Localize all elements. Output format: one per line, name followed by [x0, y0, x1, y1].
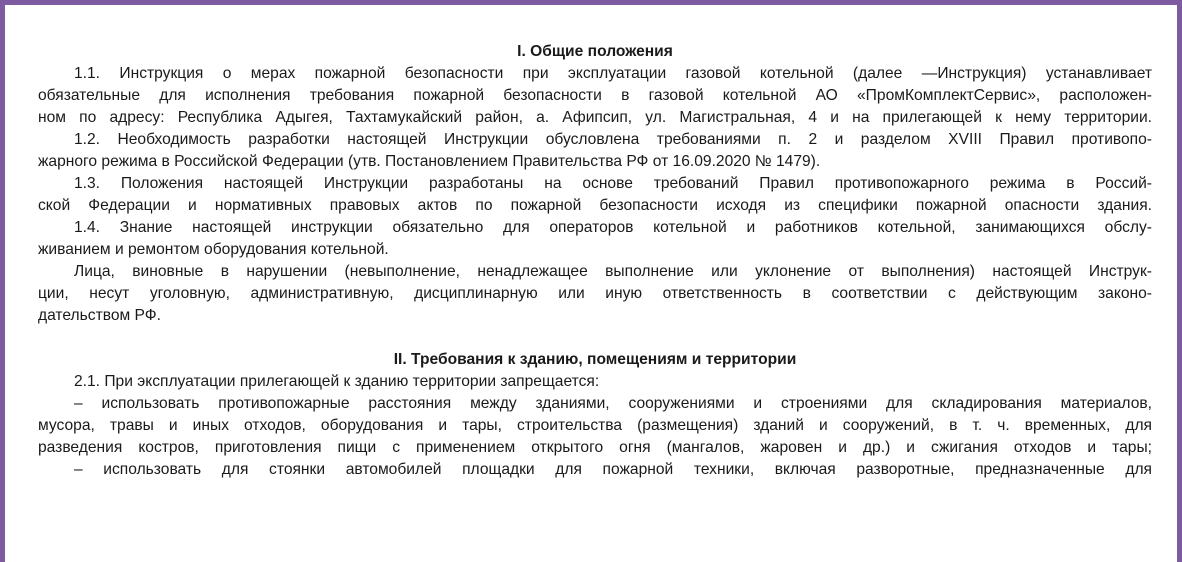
paragraph-1-4-line-1: 1.4. Знание настоящей инструкции обязательно для операторов котельной и работников котельной, занимающихся обслу-	[74, 219, 1152, 236]
list-item-1-line-2: мусора, травы и иных отходов, оборудования и тары, строительства (размещения) зданий и сооружений, в т. ч. временных, для	[38, 417, 1152, 434]
paragraph-1-1-line-1: 1.1. Инструкция о мерах пожарной безопасности при эксплуатации газовой котельной (далее —Инструкция) устанавливает	[74, 65, 1152, 82]
paragraph-liability-line-1: Лица, виновные в нарушении (невыполнение, ненадлежащее выполнение или уклонение от выполнения) настоящей Инструк-	[74, 263, 1152, 280]
paragraph-1-2-line-2: жарного режима в Российской Федерации (утв. Постановлением Правительства РФ от 16.09.2020 № 1479).	[38, 153, 821, 170]
paragraph-1-2-line-1: 1.2. Необходимость разработки настоящей Инструкции обусловлена требованиями п. 2 и разделом XVIII Правил противопо-	[74, 131, 1152, 148]
paragraph-1-3-line-1: 1.3. Положения настоящей Инструкции разработаны на основе требований Правил противопожарного режима в Россий-	[74, 175, 1152, 192]
paragraph-liability-line-2: ции, несут уголовную, административную, дисциплинарную или иную ответственность в соответствии с действующим законо-	[38, 285, 1152, 302]
list-item-2-line-1: – использовать для стоянки автомобилей площадки для пожарной техники, включая разворотные, предназначенные для	[74, 461, 1152, 478]
document-body	[38, 41, 1152, 481]
list-item-1-line-1: – использовать противопожарные расстояния между зданиями, сооружениями и строениями для складирования материалов,	[74, 395, 1152, 412]
paragraph-1-1-line-2: обязательные для исполнения требования пожарной безопасности в газовой котельной АО «ПромКомплектСервис», расположен-	[38, 87, 1152, 104]
paragraph-1-3-line-2: ской Федерации и нормативных правовых актов по пожарной безопасности исходя из специфики пожарной опасности здания.	[38, 197, 1152, 214]
paragraph-liability-line-3: дательством РФ.	[38, 307, 161, 324]
paragraph-2-1-line-1: 2.1. При эксплуатации прилегающей к зданию территории запрещается:	[74, 373, 600, 390]
section-1-heading: I. Общие положения	[517, 43, 673, 60]
section-gap	[38, 327, 1152, 349]
paragraph-1-4-line-2: живанием и ремонтом оборудования котельной.	[38, 241, 389, 258]
section-2-heading: II. Требования к зданию, помещениям и территории	[393, 351, 797, 368]
paragraph-1-1-line-3: ном по адресу: Республика Адыгея, Тахтамукайский район, а. Афипсип, ул. Магистральная, 4 и на прилегающей к нему территории.	[38, 109, 1152, 126]
list-item-1-line-3: разведения костров, приготовления пищи с применением открытого огня (мангалов, жаровен и др.) и сжигания отходов и тары;	[38, 439, 1152, 456]
